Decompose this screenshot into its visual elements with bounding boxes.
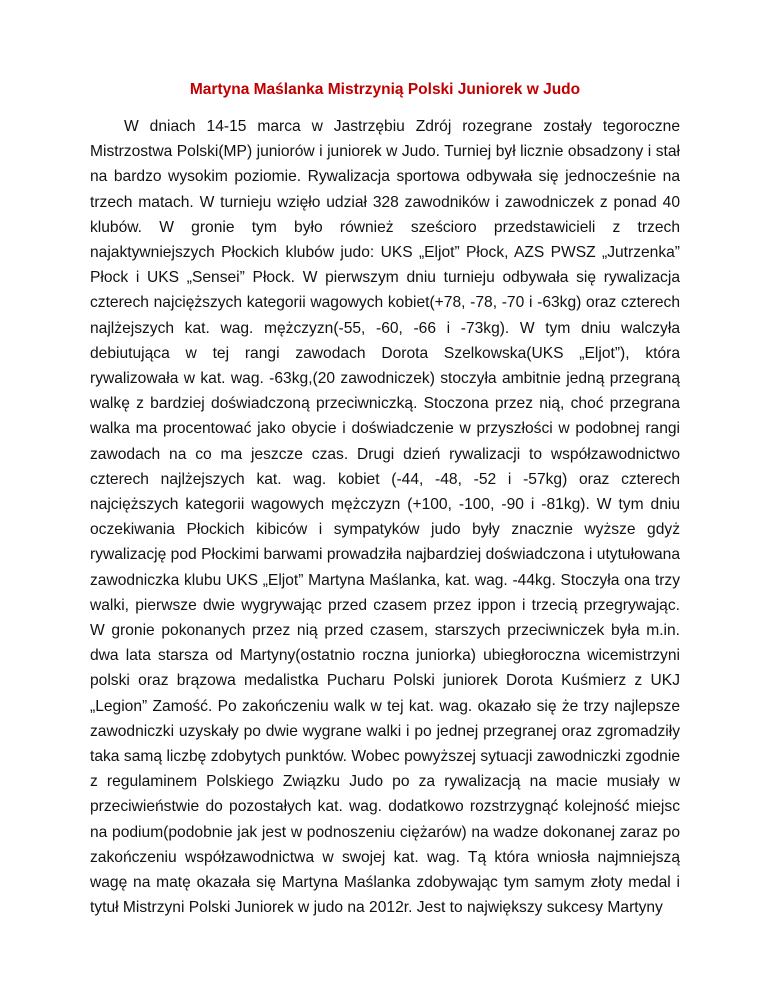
document-page bbox=[90, 80, 680, 921]
document-title: Martyna Maślanka Mistrzynią Polski Juniorek w Judo bbox=[189, 81, 581, 98]
article-paragraph: W dniach 14-15 marca w Jastrzębiu Zdrój rozegrane zostały tegoroczne Mistrzostwa Polski(MP) juniorów i juniorek w Judo. Turniej był licznie obsadzony i stał na bardzo wysokim poziomie. Rywalizacja sportowa odbywała się jednocześnie na trzech matach. W turnieju wzięło udział 328 zawodników i zawodniczek z ponad 40 klubów. W gronie tym było również sześcioro przedstawicieli z trzech najaktywniejszych Płockich klubów judo: UKS „Eljot” Płock, AZS PWSZ „Jutrzenka” Płock i UKS „Sensei” Płock. W pierwszym dniu turnieju odbywała się rywalizacja czterech najcięższych kategorii wagowych kobiet(+78, -78, -70 i -63kg) oraz czterech najlżejszych kat. wag. mężczyzn(-55, -60, -66 i -73kg). W tym dniu walczyła debiutująca w tej rangi zawodach Dorota Szelkowska(UKS „Eljot”), która rywalizowała w kat. wag. -63kg,(20 zawodniczek) stoczyła ambitnie jedną przegraną walkę z bardziej doświadczoną przeciwniczką. Stoczona przez nią, choć przegrana walka ma procentować jako obycie i doświadczenie w przyszłości w podobnej rangi zawodach na co ma jeszcze czas. Drugi dzień rywalizacji to współzawodnictwo czterech najlżejszych kat. wag. kobiet (-44, -48, -52 i -57kg) oraz czterech najcięższych kategorii wagowych mężczyzn (+100, -100, -90 i -81kg). W tym dniu oczekiwania Płockich kibiców i sympatyków judo były znacznie wyższe gdyż rywalizację pod Płockimi barwami prowadziła najbardziej doświadczona i utytułowana zawodniczka klubu UKS „Eljot” Martyna Maślanka, kat. wag. -44kg. Stoczyła ona trzy walki, pierwsze dwie wygrywając przed czasem przez ippon i trzecią przegrywając. W gronie pokonanych przez nią przed czasem, starszych przeciwniczek była m.in. dwa lata starsza od Martyny(ostatnio roczna juniorka) ubiegłoroczna wicemistrzyni polski oraz brązowa medalistka Pucharu Polski juniorek Dorota Kuśmierz z UKJ „Legion” Zamość. Po zakończeniu walk w tej kat. wag. okazało się że trzy najlepsze zawodniczki uzyskały po dwie wygrane walki i po jednej przegranej oraz zgromadziły taka samą liczbę zdobytych punktów. Wobec powyższej sytuacji zawodniczki zgodnie z regulaminem Polskiego Związku Judo po za rywalizacją na macie musiały w przeciwieństwie do pozostałych kat. wag. dodatkowo rozstrzygnąć kolejność miejsc na podium(podobnie jak jest w podnoszeniu ciężarów) na wadze dokonanej zaraz po zakończeniu współzawodnictwa w swojej kat. wag. Tą która wniosła najmniejszą wagę na matę okazała się Martyna Maślanka zdobywając tym samym złoty medal i tytuł Mistrzyni Polski Juniorek w judo na 2012r. Jest to największy sukcesy Martyny bbox=[90, 118, 680, 917]
